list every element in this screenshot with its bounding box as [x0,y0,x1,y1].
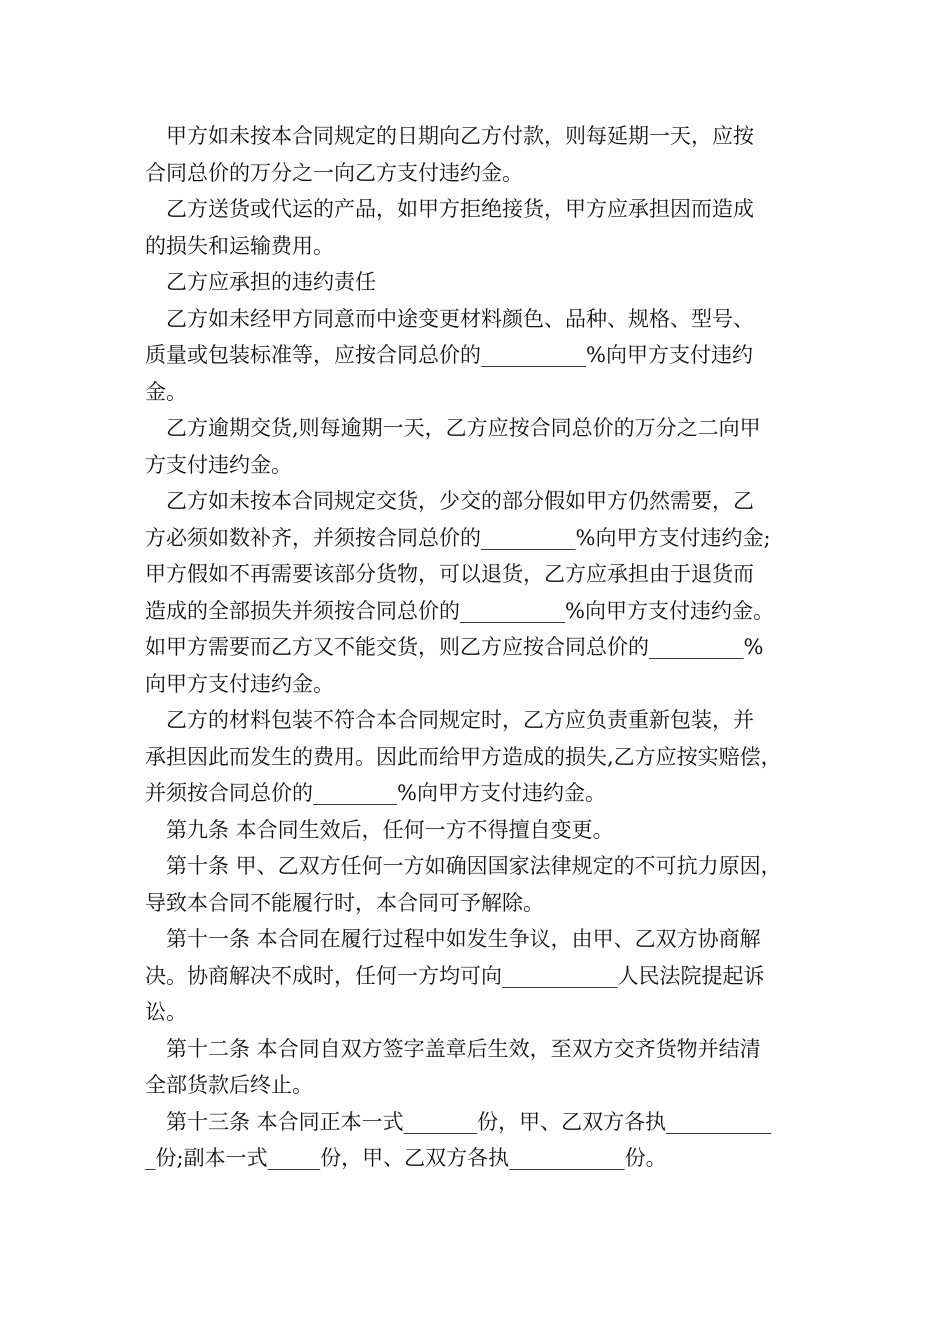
paragraph-line: 金。 [145,379,187,404]
paragraph-line: 承担因此而发生的费用。因此而给甲方造成的损失,乙方应按实赔偿， [145,744,782,769]
paragraph-line: 甲方如未按本合同规定的日期向乙方付款，则每延期一天，应按 [166,124,754,148]
paragraph-line: 如甲方需要而乙方又不能交货，则乙方应按合同总价的_________% [145,635,764,659]
paragraph-line: 合同总价的万分之一向乙方支付违约金。 [145,160,523,185]
paragraph-line: 乙方的材料包装不符合本合同规定时，乙方应负责重新包装，并 [166,708,754,732]
paragraph-line: 第十二条 本合同自双方签字盖章后生效，至双方交齐货物并结清 [166,1036,761,1061]
paragraph [145,848,825,921]
paragraph-line: 造成的全部损失并须按合同总价的__________%向甲方支付违约金。 [145,598,774,623]
paragraph [145,812,825,849]
paragraph-line: 全部货款后终止。 [145,1073,313,1097]
paragraph-line: 向甲方支付违约金。 [145,671,334,696]
paragraph-line: 方必须如数补齐，并须按合同总价的_________%向甲方支付违约金; [145,525,771,550]
paragraph-line: 第九条 本合同生效后，任何一方不得擅自变更。 [166,817,614,842]
paragraph [145,410,825,483]
paragraph-line: 导致本合同不能履行时，本合同可予解除。 [145,890,544,915]
paragraph-line: 质量或包装标准等，应按合同总价的__________%向甲方支付违约 [145,343,753,367]
paragraph-line: 乙方送货或代运的产品，如甲方拒绝接货，甲方应承担因而造成 [166,197,754,221]
paragraph [145,702,825,812]
paragraph-line: 方支付违约金。 [145,452,292,477]
paragraph [145,118,825,191]
paragraph-line: 甲方假如不再需要该部分货物，可以退货，乙方应承担由于退货而 [145,562,754,586]
paragraph [145,301,825,411]
paragraph [145,1104,825,1177]
paragraph-line: 第十三条 本合同正本一式_______份，甲、乙双方各执__________ [166,1109,772,1134]
paragraph-line: 乙方逾期交货,则每逾期一天，乙方应按合同总价的万分之二向甲 [166,416,761,440]
paragraph [145,921,825,1031]
contract-body [145,118,825,1177]
paragraph-line: 乙方如未经甲方同意而中途变更材料颜色、品种、规格、型号、 [166,306,754,331]
paragraph-line: 讼。 [145,1000,187,1024]
paragraph-line: 决。协商解决不成时，任何一方均可向___________人民法院提起诉 [145,963,765,988]
paragraph [145,191,825,264]
paragraph [145,1031,825,1104]
paragraph [145,264,825,301]
paragraph-line: 乙方应承担的违约责任 [166,270,376,294]
paragraph-line: 第十一条 本合同在履行过程中如发生争议，由甲、乙双方协商解 [166,927,761,951]
paragraph-line: _份;副本一式_____份，甲、乙双方各执___________份。 [145,1146,667,1170]
paragraph-line: 第十条 甲、乙双方任何一方如确因国家法律规定的不可抗力原因， [166,854,782,878]
paragraph-line: 并须按合同总价的________%向甲方支付违约金。 [145,781,606,805]
paragraph [145,483,825,702]
paragraph-line: 乙方如未按本合同规定交货，少交的部分假如甲方仍然需要，乙 [166,489,754,513]
paragraph-line: 的损失和运输费用。 [145,233,334,258]
